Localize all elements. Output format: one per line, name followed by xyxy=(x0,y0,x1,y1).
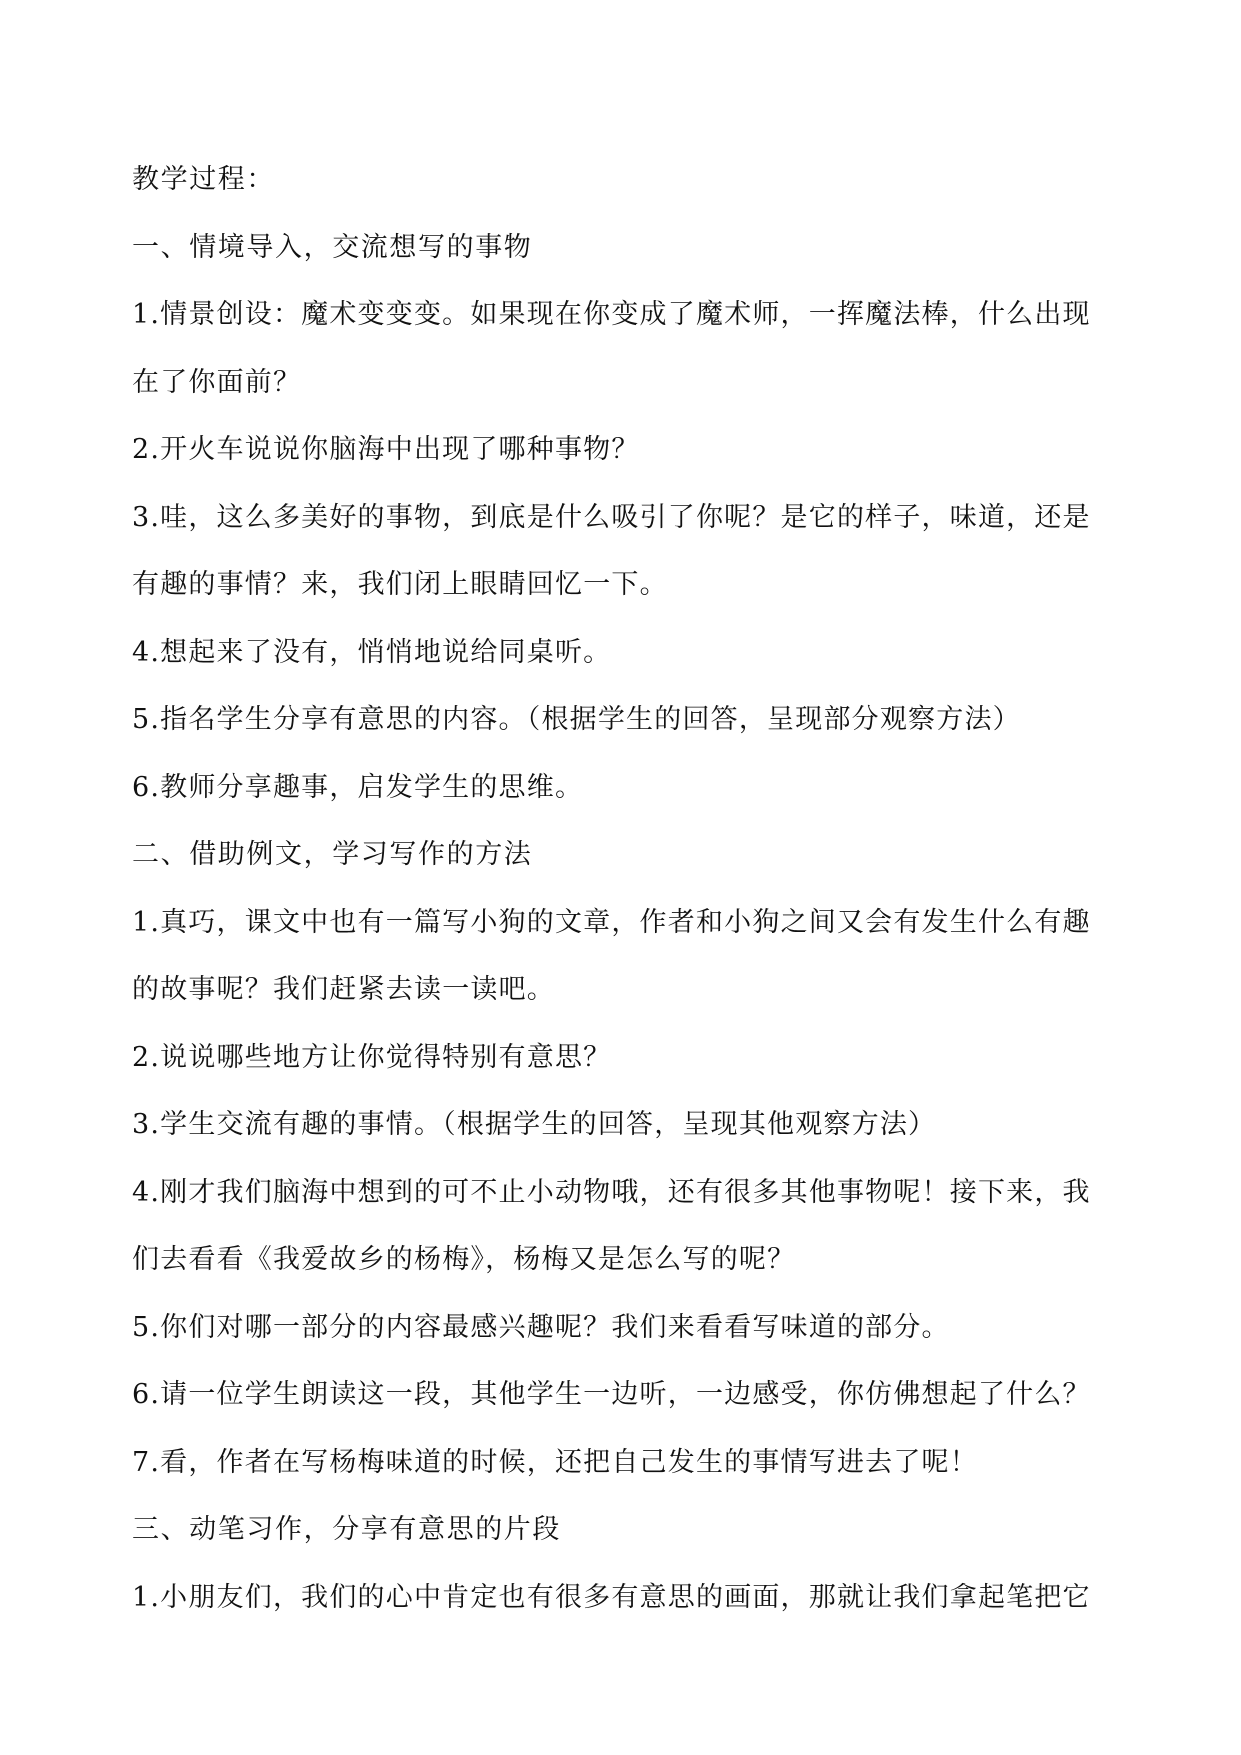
section-label-teaching-process: 教学过程： xyxy=(132,164,275,195)
section-heading-2: 二、借助例文，学习写作的方法 xyxy=(132,839,533,870)
paragraph-line: 2.说说哪些地方让你觉得特别有意思？ xyxy=(132,1041,612,1073)
paragraph-line: 2.开火车说说你脑海中出现了哪种事物？ xyxy=(132,434,640,465)
paragraph-line: 5.指名学生分享有意思的内容。（根据学生的回答，呈现部分观察方法） xyxy=(132,704,1021,735)
document-body xyxy=(132,146,1122,1631)
paragraph-line: 4.想起来了没有，悄悄地说给同桌听。 xyxy=(132,636,612,668)
paragraph-line: 1.真巧，课文中也有一篇写小狗的文章，作者和小狗之间又会有发生什么有趣 xyxy=(132,906,1091,938)
paragraph-line: 4.刚才我们脑海中想到的可不止小动物哦，还有很多其他事物呢！接下来，我 xyxy=(132,1176,1091,1208)
paragraph-line: 们去看看《我爱故乡的杨梅》，杨梅又是怎么写的呢？ xyxy=(132,1244,796,1275)
paragraph-line: 7.看，作者在写杨梅味道的时候，还把自己发生的事情写进去了呢！ xyxy=(132,1446,978,1478)
paragraph-line: 1.小朋友们，我们的心中肯定也有很多有意思的画面，那就让我们拿起笔把它 xyxy=(132,1581,1091,1613)
section-heading-3: 三、动笔习作，分享有意思的片段 xyxy=(132,1514,561,1545)
paragraph-line: 1.情景创设：魔术变变变。如果现在你变成了魔术师，一挥魔法棒，什么出现 xyxy=(132,299,1091,330)
paragraph-line: 3.哇，这么多美好的事物，到底是什么吸引了你呢？是它的样子，味道，还是 xyxy=(132,501,1091,533)
paragraph-line: 6.教师分享趣事，启发学生的思维。 xyxy=(132,771,584,803)
paragraph-line: 6.请一位学生朗读这一段，其他学生一边听，一边感受，你仿佛想起了什么？ xyxy=(132,1379,1091,1410)
paragraph-line: 有趣的事情？来，我们闭上眼睛回忆一下。 xyxy=(132,569,668,600)
section-heading-1: 一、情境导入，交流想写的事物 xyxy=(132,231,533,263)
paragraph-line: 在了你面前？ xyxy=(132,366,302,398)
paragraph-line: 5.你们对哪一部分的内容最感兴趣呢？我们来看看写味道的部分。 xyxy=(132,1311,950,1343)
paragraph-line: 的故事呢？我们赶紧去读一读吧。 xyxy=(132,974,555,1005)
paragraph-line: 3.学生交流有趣的事情。（根据学生的回答，呈现其他观察方法） xyxy=(132,1109,937,1140)
